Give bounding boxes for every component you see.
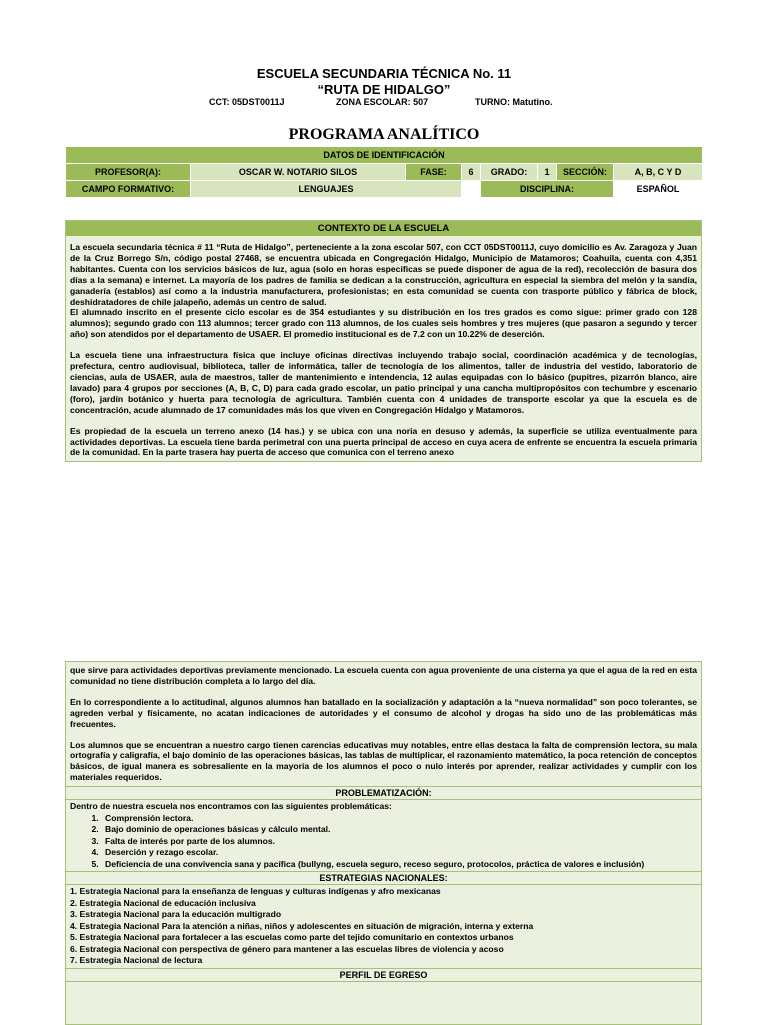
campo-formativo-label: CAMPO FORMATIVO: bbox=[66, 181, 191, 198]
context-body-continued bbox=[66, 662, 701, 786]
list-item: 5. Deficiencia de una convivencia sana y pacífica (bullyng, escuela seguro, receso seguro, protocolos, práctica de valores e inclusión) bbox=[101, 859, 697, 871]
list-item: 4. Estrategia Nacional Para la atención a niñas, niños y adolescentes en situación de migración, interna y externa bbox=[70, 920, 534, 931]
list-item: 5. Estrategia Nacional para fortalecer a las escuelas como parte del tejido comunitario en contextos urbanos bbox=[70, 932, 514, 943]
disciplina-value: ESPAÑOL bbox=[614, 181, 703, 198]
school-shift: TURNO: Matutino. bbox=[475, 97, 553, 107]
context-paragraph: La escuela secundaria técnica # 11 “Ruta de Hidalgo”, perteneciente a la zona escolar 507, con CCT 05DST0011J, cuyo domicilio es Av. Zaragoza y Juan de la Cruz Borrego S/n, código postal 27468, se encuentra ubicada en Congregación Hidalgo, Municipio de Matamoros; Coahuila, cuenta con 4,351 habitantes. Cuenta con los servicios básicos de luz, agua (solo en horas especificas se puede disponer de agua de la red), recolección de basura dos días a la semana) e internet. La mayoría de los padres de familia se dedican a la construcción, agricultura en especial la siembra del melón y la sandía, ganadería (establos) así como a la industria manufacturera, profesionistas; en esta comunidad se cuenta con trasporte público y fábrica de block, deshidratadores de chile jalapeño, además un centro de salud. bbox=[70, 242, 697, 307]
list-item: 2. Estrategia Nacional de educación inclusiva bbox=[70, 897, 256, 908]
national-strategies-body bbox=[66, 885, 701, 968]
identification-heading: DATOS DE IDENTIFICACIÓN bbox=[66, 147, 703, 164]
fase-value: 6 bbox=[462, 164, 481, 181]
problematization-heading: PROBLEMATIZACIÓN: bbox=[66, 786, 701, 800]
problematization-body bbox=[66, 800, 701, 871]
cct-code: CCT: 05DST0011J bbox=[209, 97, 285, 107]
graduate-profile-heading: PERFIL DE EGRESO bbox=[66, 968, 701, 982]
problematization-intro: Dentro de nuestra escuela nos encontramos con las siguientes problemáticas: bbox=[70, 801, 392, 812]
disciplina-label: DISCIPLINA: bbox=[481, 181, 614, 198]
list-item: 6. Estrategia Nacional con perspectiva de género para mantener a las escuelas libres de violencia y acoso bbox=[70, 943, 504, 954]
context-paragraph: El alumnado inscrito en el presente ciclo escolar es de 354 estudiantes y su distribución en los tres grados es como sigue: primer grado con 128 alumnos); segundo grado con 113 alumnos; tercer grado con 113 alumnos, de los cuales seis hombres y tres mujeres (que pasaron a segundo y tercer año) son atendidos por el departamento de USAER. El promedio institucional es de 7.2 con un 10.22% de deserción. bbox=[70, 307, 697, 340]
document-title: PROGRAMA ANALÍTICO bbox=[288, 126, 480, 143]
grado-label: GRADO: bbox=[481, 164, 538, 181]
grado-value: 1 bbox=[538, 164, 557, 181]
context-paragraph: La escuela tiene una infraestructura física que incluye oficinas directivas incluyendo trabajo social, coordinación académica y de tecnologías, prefectura, centro audiovisual, biblioteca, taller de informática, taller de tecnología de los alimentos, taller de industria del vestido, laboratorio de ciencias, aula de USAER, aula de maestros, taller de mantenimiento e intendencia, 12 aulas equipadas con lo básico (pupitres, pizarrón blanco, aire lavado) para 4 grupos por secciones (A, B, C, D) para cada grado escolar, un patio principal y una cancha multipropósitos con techumbre y escenario (foro), jardín botánico y huerta para tecnología de agricultura. También cuenta con 4 unidades de transporte escolar ya que la escuela es de concentración, acude alumnado de 17 comunidades más los que viven en Congregación Hidalgo y Matamoros. bbox=[70, 350, 697, 415]
list-item: 3. Falta de interés por parte de los alumnos. bbox=[101, 836, 697, 848]
context-body bbox=[66, 236, 701, 461]
context-paragraph: Los alumnos que se encuentran a nuestro cargo tienen carencias educativas muy notables, entre ellas destaca la falta de comprensión lectora, su mala ortografía y caligrafía, el bajo dominio de las operaciones básicas, las tablas de multiplicar, el razonamiento matemático, la poca retención de conceptos básicos, de igual manera es sobresaliente en la mayoría de los alumnos el poco o nulo interés por aprender, realizar actividades y cumplir con los materiales requeridos. bbox=[70, 739, 697, 783]
seccion-label: SECCIÓN: bbox=[557, 164, 614, 181]
problematization-list bbox=[70, 813, 697, 871]
school-name: ESCUELA SECUNDARIA TÉCNICA No. 11 bbox=[256, 66, 512, 81]
context-paragraph: que sirve para actividades deportivas previamente mencionado. La escuela cuenta con agua proveniente de una cisterna ya que el agua de la red en esta comunidad no tiene distribución completa a lo largo del día. bbox=[70, 665, 697, 686]
campo-formativo-value: LENGUAJES bbox=[191, 181, 462, 198]
profesor-value: OSCAR W. NOTARIO SILOS bbox=[191, 164, 406, 181]
national-strategies-heading: ESTRATEGIAS NACIONALES: bbox=[66, 871, 701, 885]
list-item: 1. Estrategia Nacional para la enseñanza de lenguas y culturas indígenas y afro mexicanas bbox=[70, 886, 441, 897]
graduate-profile-body bbox=[66, 982, 701, 1024]
school-zone: ZONA ESCOLAR: 507 bbox=[336, 97, 429, 107]
context-paragraph: Es propiedad de la escuela un terreno anexo (14 has.) y se ubica con una noria en desuso y además, la superficie se utiliza eventualmente para actividades deportivas. La escuela tiene barda perimetral con una puerta principal de acceso en cuya acera de enfrente se encuentra la escuela primaria de la comunidad. En la parte trasera hay puerta de acceso que comunica con el terreno anexo bbox=[70, 425, 697, 458]
school-subtitle: “RUTA DE HIDALGO” bbox=[317, 82, 451, 97]
profesor-label: PROFESOR(A): bbox=[66, 164, 191, 181]
context-paragraph: En lo correspondiente a lo actitudinal, algunos alumnos han batallado en la socialización y adaptación a la “nueva normalidad” son poco tolerantes, se agreden verbal y físicamente, no acatan indicaciones de autoridades y el consumo de alcohol y drogas ha sido uno de las problemáticas más frecuentes. bbox=[70, 696, 697, 729]
list-item: 3. Estrategia Nacional para la educación multigrado bbox=[70, 909, 282, 920]
list-item: 2. Bajo dominio de operaciones básicas y cálculo mental. bbox=[101, 824, 697, 836]
list-item: 1. Comprensión lectora. bbox=[101, 813, 697, 825]
fase-label: FASE: bbox=[406, 164, 462, 181]
context-heading: CONTEXTO DE LA ESCUELA bbox=[66, 221, 701, 236]
list-item: 4. Deserción y rezago escolar. bbox=[101, 847, 697, 859]
seccion-value: A, B, C Y D bbox=[614, 164, 703, 181]
context-section bbox=[65, 220, 702, 462]
identification-table bbox=[65, 146, 703, 198]
context-continuation bbox=[65, 661, 702, 1025]
list-item: 7. Estrategia Nacional de lectura bbox=[70, 955, 203, 966]
spacer-cell bbox=[462, 181, 481, 198]
